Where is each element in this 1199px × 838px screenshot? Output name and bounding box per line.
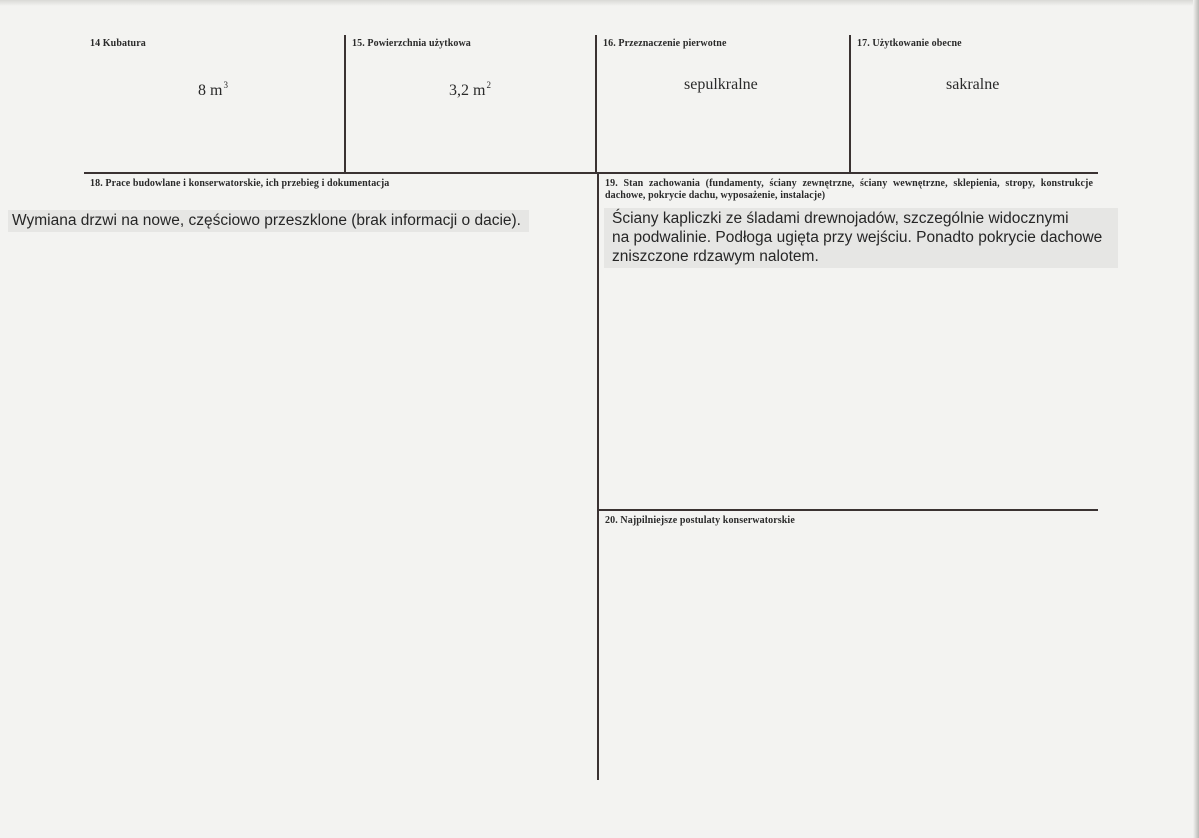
field-15-value-exponent: 2 (486, 80, 491, 90)
field-14-label: 14 Kubatura (90, 38, 146, 49)
divider-16-17 (849, 35, 851, 174)
field-14-value-number: 8 m (198, 82, 223, 99)
divider-19-20 (599, 509, 1098, 511)
field-15-value-number: 3,2 m (449, 82, 486, 99)
field-19-text (604, 208, 1118, 268)
divider-15-16 (595, 35, 597, 174)
field-18-text-line: Wymiana drzwi na nowe, częściowo przeszklone (brak informacji o dacie). (12, 212, 521, 229)
field-14-value-exponent: 3 (223, 80, 228, 90)
field-18-label: 18. Prace budowlane i konserwatorskie, ich przebieg i dokumentacja (90, 178, 390, 189)
field-17-label: 17. Użytkowanie obecne (857, 38, 962, 49)
divider-18-19 (597, 174, 599, 780)
field-15-label: 15. Powierzchnia użytkowa (352, 38, 471, 49)
paper-edge-top (0, 0, 1199, 6)
paper-edge-right (1193, 0, 1199, 838)
field-17-value: sakralne (946, 76, 1000, 93)
field-16-label: 16. Przeznaczenie pierwotne (603, 38, 727, 49)
divider-row-top (84, 172, 1098, 174)
field-14-value (198, 82, 228, 100)
field-20-label: 20. Najpilniejsze postulaty konserwatorskie (605, 515, 795, 526)
field-18-text (8, 210, 529, 232)
field-19-text-line-2: na podwalinie. Podłoga ugięta przy wejściu. Ponadto pokrycie dachowe (612, 229, 1103, 246)
divider-14-15 (344, 35, 346, 174)
field-16-value: sepulkralne (684, 76, 758, 93)
field-19-text-line-1: Ściany kapliczki ze śladami drewnojadów, szczególnie widocznymi (612, 210, 1069, 227)
field-15-value (449, 82, 491, 100)
field-19-label: 19. Stan zachowania (fundamenty, ściany zewnętrzne, ściany wewnętrzne, sklepienia, stropy, konstrukcje dachowe, pokrycie dachu, wyposażenie, instalacje) (605, 178, 1093, 201)
field-19-text-line-3: zniszczone rdzawym nalotem. (612, 248, 819, 265)
